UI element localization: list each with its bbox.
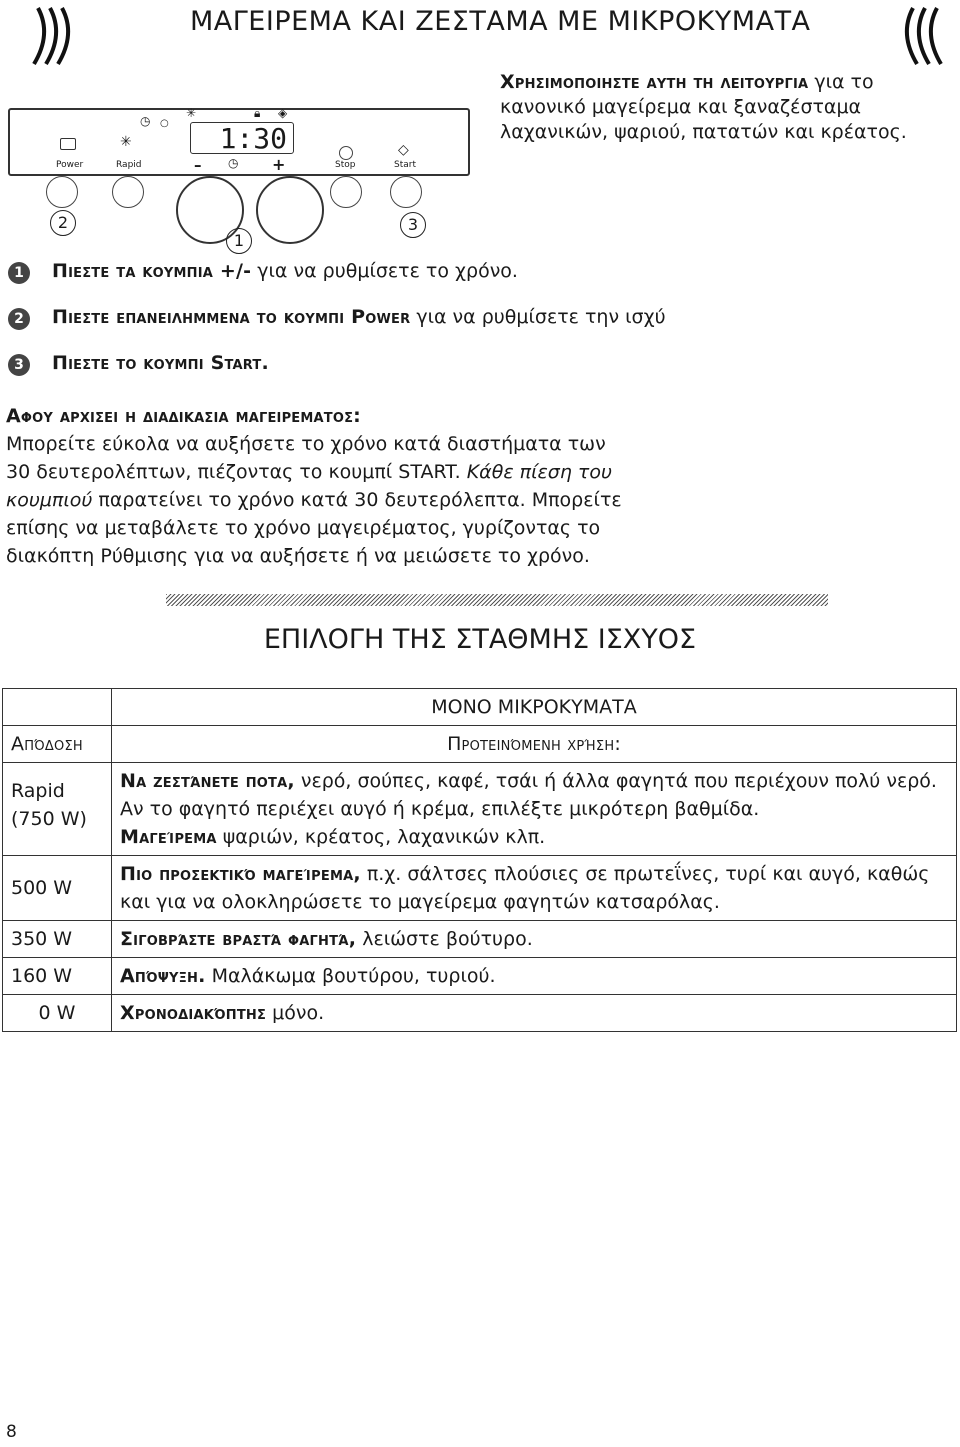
step-1-number: 1	[8, 262, 30, 284]
table-title: ΜΟΝΟ ΜΙΚΡΟΚΥΜΑΤΑ	[431, 696, 637, 718]
power-cell: 350 W	[3, 921, 112, 958]
stop-icon	[339, 146, 353, 160]
usage-rest: νερό, σούπες, καφέ, τσάι ή άλλα φαγητά που περιέχουν πολύ νερό.	[294, 770, 937, 792]
usage-strong: Χρονοδιακόπτης	[120, 1002, 267, 1024]
time-display: 1:30	[190, 122, 294, 154]
power-section-title: ΕΠΙΛΟΓΗ ΤΗΣ ΣΤΑΘΜΗΣ ΙΣΧΥΟΣ	[263, 624, 697, 655]
minus-label: –	[194, 156, 202, 174]
table-row	[3, 763, 957, 856]
power-icon	[60, 138, 76, 150]
step-3-text	[52, 352, 269, 374]
usage-rest: λειώστε βούτυρο.	[356, 928, 533, 950]
start-button[interactable]	[390, 176, 422, 208]
power-cell: 500 W	[3, 856, 112, 921]
table-row	[3, 856, 957, 921]
dot-indicator-icon: ○	[160, 118, 169, 129]
step-1-strong: Πιεστε τα κουμπια +/-	[52, 260, 252, 282]
callout-3: 3	[400, 212, 426, 238]
step-2-rest: για να ρυθμίσετε την ισχύ	[410, 306, 666, 328]
col-header-usage	[112, 726, 957, 763]
plus-label: +	[272, 155, 286, 174]
usage-strong: Σιγοβράστε βραστά φαγητά,	[120, 928, 357, 950]
step-3-number: 3	[8, 354, 30, 376]
intro-strong: Χρησιμοποιηστε αυτη τη λειτουργια	[500, 71, 809, 93]
after-start-heading: Αφου αρχισει η διαδικασια μαγειρεματος:	[6, 405, 361, 427]
usage-strong: Μαγείρεμα	[120, 826, 217, 848]
stop-button[interactable]	[330, 176, 362, 208]
sparkle-icon: ✳	[186, 106, 197, 120]
rapid-icon: ✳	[120, 134, 132, 150]
power-table	[2, 688, 957, 1032]
step-2-number: 2	[8, 308, 30, 330]
power-cell: 160 W	[3, 958, 112, 995]
after-start-section	[6, 402, 626, 570]
usage-strong: Πιο προσεκτικό μαγείρεμα,	[120, 863, 361, 885]
usage-cell	[112, 921, 957, 958]
usage-rest: π.χ. σάλτσες πλούσιες σε πρωτεΐνες, τυρί και αυγό, καθώς και για να ολοκληρώσετε το μαγείρεμα φαγητών κατσαρόλας.	[120, 863, 930, 913]
page-number: 8	[6, 1422, 17, 1442]
usage-cell	[112, 995, 957, 1032]
table-row	[3, 995, 957, 1032]
start-diamond-icon: ◈	[278, 106, 288, 120]
microwave-waves-icon	[30, 4, 80, 74]
after-p2: παρατείνει το χρόνο κατά 30 δευτερόλεπτα. Μπορείτε επίσης να μεταβάλετε το χρόνο μαγειρέματος, γυρίζοντας το διακόπτη Ρύθμισης για να αυξήσετε ή να μειώσετε το χρόνο.	[6, 489, 622, 567]
col2-header: Προτεινόμενη χρήση:	[447, 733, 621, 755]
start-label: Start	[394, 160, 416, 170]
intro-rest: για το κανονικό μαγείρεμα και ξαναζέσταμα λαχανικών, ψαριού, πατατών και κρέατος.	[500, 71, 907, 143]
step-1-text	[52, 260, 518, 282]
lock-icon: 🔒︎	[254, 106, 261, 120]
power-label: Power	[56, 160, 84, 170]
step-2-strong: Πιεστε επανειλημμενα το κουμπι Power	[52, 306, 411, 328]
table-title-left-cell	[3, 689, 112, 726]
usage-rest: ψαριών, κρέατος, λαχανικών κλπ.	[216, 826, 546, 848]
step-3-strong: Πιεστε το κουμπι Start.	[52, 352, 269, 374]
usage-strong: Απόψυξη.	[120, 965, 206, 987]
intro-text	[500, 70, 940, 145]
step-2-text	[52, 306, 666, 328]
stop-label: Stop	[335, 160, 356, 170]
power-cell: Rapid (750 W)	[3, 763, 112, 856]
usage-rest: μόνο.	[266, 1002, 325, 1024]
start-icon: ◇	[398, 142, 409, 158]
rapid-button[interactable]	[112, 176, 144, 208]
table-title-cell	[112, 689, 957, 726]
after-start-paragraph	[6, 430, 626, 570]
after-italic: Κάθε πίεση του κουμπιού	[6, 461, 612, 511]
clock-icon: ◷	[140, 114, 151, 128]
rapid-label: Rapid	[116, 160, 142, 170]
table-row	[3, 958, 957, 995]
power-cell: 0 W	[3, 995, 112, 1032]
usage-cell	[112, 856, 957, 921]
table-row	[3, 921, 957, 958]
after-p1: Μπορείτε εύκολα να αυξήσετε το χρόνο κατά διαστήματα των 30 δευτερολέπτων, πιέζοντας το κουμπί START.	[6, 433, 606, 483]
plus-knob[interactable]	[256, 176, 324, 244]
col1-header: Απόδοση	[11, 733, 83, 755]
timer-icon: ◷	[228, 156, 239, 170]
section-divider	[166, 594, 828, 606]
page-title: ΜΑΓΕΙΡΕΜΑ ΚΑΙ ΖΕΣΤΑΜΑ ΜΕ ΜΙΚΡΟΚΥΜΑΤΑ	[190, 6, 811, 37]
col-header-power	[3, 726, 112, 763]
callout-2: 2	[50, 210, 76, 236]
microwave-waves-icon-right	[895, 4, 945, 74]
usage-rest: Αν το φαγητό περιέχει αυγό ή κρέμα, επιλέξτε μικρότερη βαθμίδα.	[120, 798, 760, 820]
step-1-rest: για να ρυθμίσετε το χρόνο.	[251, 260, 518, 282]
usage-cell	[112, 763, 957, 856]
callout-1: 1	[226, 228, 252, 254]
power-button[interactable]	[46, 176, 78, 208]
usage-strong: Να ζεστάνετε ποτα,	[120, 770, 295, 792]
usage-cell	[112, 958, 957, 995]
usage-rest: Μαλάκωμα βουτύρου, τυριού.	[205, 965, 496, 987]
